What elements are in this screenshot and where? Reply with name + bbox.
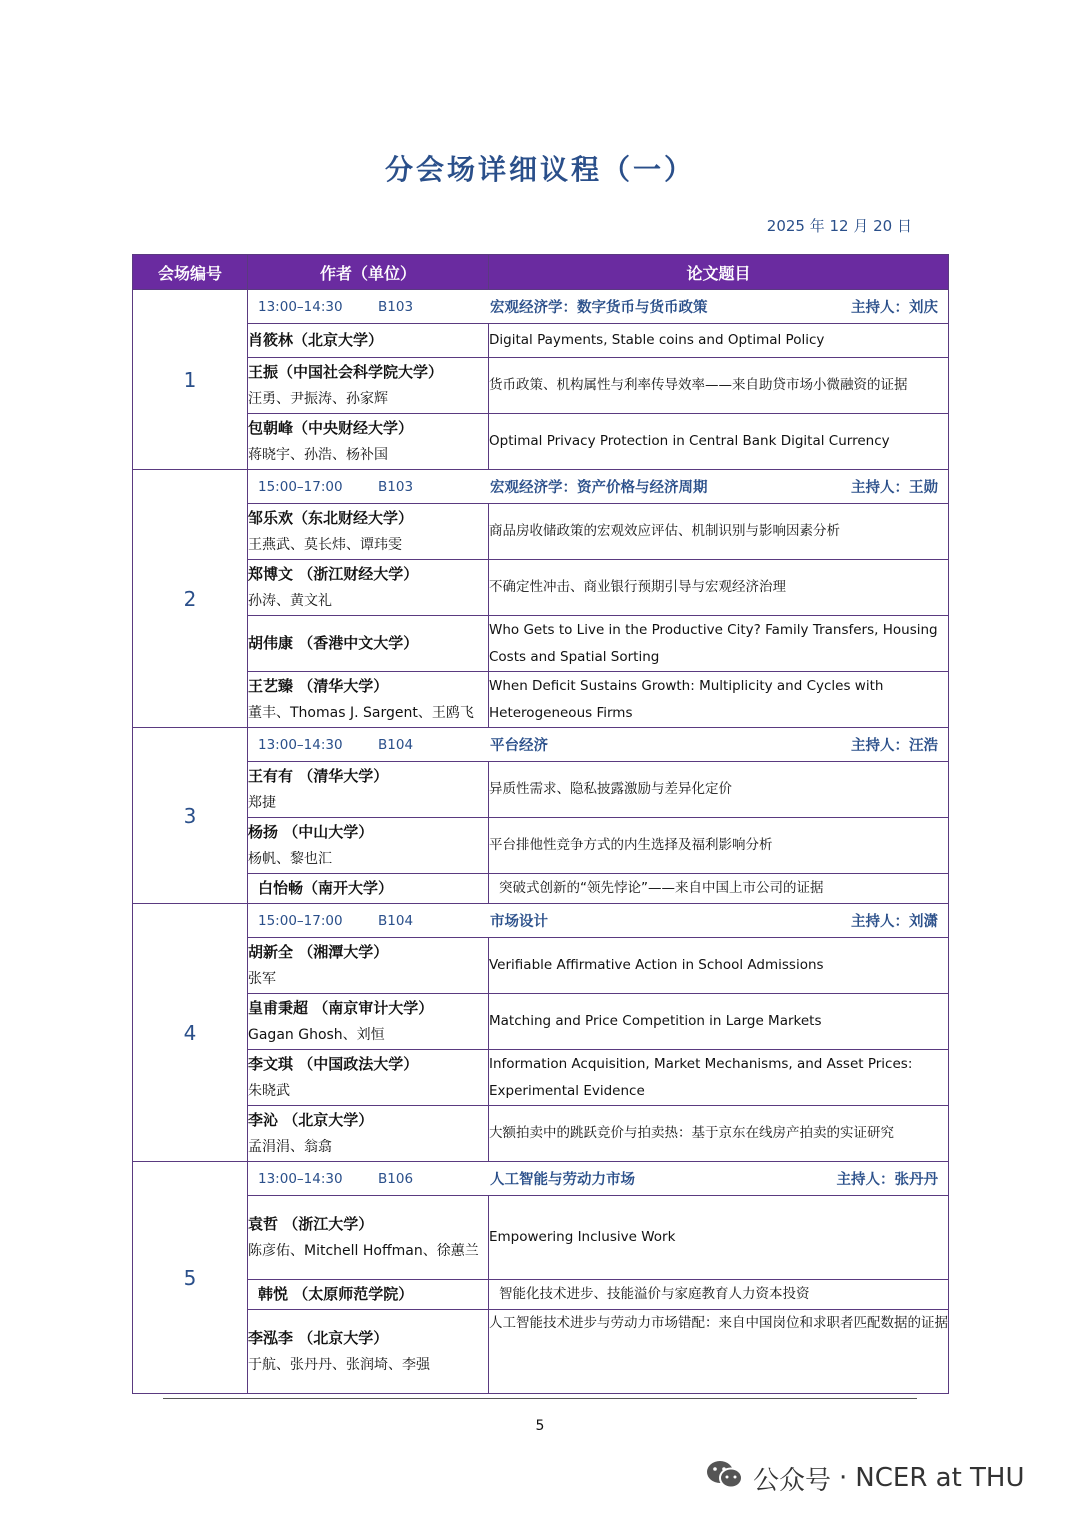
paper-title: Information Acquisition, Market Mechanisms, and Asset Prices: Experimental Evidence xyxy=(489,1050,949,1106)
lead-author: 杨扬 （中山大学） xyxy=(248,822,374,841)
co-authors: 孙涛、黄文礼 xyxy=(248,592,332,609)
paper-title: 商品房收储政策的宏观效应评估、机制识别与影响因素分析 xyxy=(489,504,949,560)
paper-title: 平台排他性竞争方式的内生选择及福利影响分析 xyxy=(489,818,949,874)
session-chair: 主持人：汪浩 xyxy=(851,738,938,754)
co-authors: Gagan Ghosh、刘恒 xyxy=(248,1026,385,1043)
room-number: 5 xyxy=(133,1162,248,1394)
lead-author: 李文琪 （中国政法大学） xyxy=(248,1054,419,1073)
table-row xyxy=(133,560,949,616)
table-row xyxy=(133,874,949,904)
session-location: B103 xyxy=(378,478,414,495)
paper-title: 大额拍卖中的跳跃竞价与拍卖热：基于京东在线房产拍卖的实证研究 xyxy=(489,1106,949,1162)
author-cell xyxy=(248,874,489,904)
paper-title: Who Gets to Live in the Productive City? Family Transfers, Housing Costs and Spatial Sorting xyxy=(489,616,949,672)
table-header-row xyxy=(133,255,949,290)
table-row xyxy=(133,1050,949,1106)
paper-title: 智能化技术进步、技能溢价与家庭教育人力资本投资 xyxy=(489,1280,949,1310)
lead-author: 郑博文 （浙江财经大学） xyxy=(248,564,419,583)
session-header xyxy=(248,1162,949,1196)
author-cell xyxy=(248,1196,489,1280)
session-time: 13:00–14:30 xyxy=(258,298,343,315)
author-cell xyxy=(248,1050,489,1106)
lead-author: 李泓李 （北京大学） xyxy=(248,1328,389,1347)
paper-title: Digital Payments, Stable coins and Optimal Policy xyxy=(489,324,949,358)
author-cell xyxy=(248,616,489,672)
lead-author: 肖筱林（北京大学） xyxy=(248,331,384,349)
co-authors: 张军 xyxy=(248,970,276,987)
co-authors: 蒋晓宇、孙浩、杨补国 xyxy=(248,446,388,463)
room-number: 3 xyxy=(133,728,248,904)
co-authors: 于航、张丹丹、张润埼、李强 xyxy=(248,1356,430,1373)
paper-title: Verifiable Affirmative Action in School Admissions xyxy=(489,938,949,994)
author-cell xyxy=(248,414,489,470)
paper-title: When Deficit Sustains Growth: Multiplicity and Cycles with Heterogeneous Firms xyxy=(489,672,949,728)
author-cell xyxy=(248,818,489,874)
table-row xyxy=(133,1310,949,1394)
session-location: B103 xyxy=(378,298,414,315)
lead-author: 王振（中国社会科学院大学） xyxy=(248,362,444,381)
co-authors: 汪勇、尹振涛、孙家辉 xyxy=(248,390,388,407)
table-row xyxy=(133,504,949,560)
lead-author: 李沁 （北京大学） xyxy=(248,1110,374,1129)
author-cell xyxy=(248,938,489,994)
header-paper: 论文题目 xyxy=(489,255,949,290)
paper-title: 异质性需求、隐私披露激励与差异化定价 xyxy=(489,762,949,818)
table-row xyxy=(133,672,949,728)
session-topic: 市场设计 xyxy=(490,914,548,930)
co-authors: 孟涓涓、翁翕 xyxy=(248,1138,332,1155)
lead-author: 王艺臻 （清华大学） xyxy=(248,676,389,695)
table-row xyxy=(133,1196,949,1280)
watermark-name: NCER at THU xyxy=(855,1463,1025,1493)
table-row xyxy=(133,616,949,672)
table-row xyxy=(133,994,949,1050)
session-topic: 宏观经济学：数字货币与货币政策 xyxy=(490,300,708,316)
session-row xyxy=(133,470,949,504)
lead-author: 白怡畅（南开大学） xyxy=(258,879,394,897)
lead-author: 包朝峰（中央财经大学） xyxy=(248,418,414,437)
wechat-icon xyxy=(705,1458,753,1499)
session-topic: 平台经济 xyxy=(490,738,548,754)
session-header xyxy=(248,728,949,762)
session-header xyxy=(248,904,949,938)
co-authors: 陈彦佑、Mitchell Hoffman、徐蕙兰 xyxy=(248,1242,479,1259)
paper-title: Matching and Price Competition in Large Markets xyxy=(489,994,949,1050)
paper-title: 不确定性冲击、商业银行预期引导与宏观经济治理 xyxy=(489,560,949,616)
room-number: 4 xyxy=(133,904,248,1162)
header-author: 作者（单位） xyxy=(248,255,489,290)
paper-title: 货币政策、机构属性与利率传导效率——来自助贷市场小微融资的证据 xyxy=(489,358,949,414)
session-chair: 主持人：刘庆 xyxy=(851,300,938,316)
session-topic: 人工智能与劳动力市场 xyxy=(490,1172,635,1188)
lead-author: 韩悦 （太原师范学院） xyxy=(258,1285,414,1303)
author-cell xyxy=(248,358,489,414)
co-authors: 郑捷 xyxy=(248,794,276,811)
footer-rule xyxy=(163,1398,917,1399)
table-row xyxy=(133,1106,949,1162)
page-number: 5 xyxy=(535,1418,545,1434)
author-cell xyxy=(248,994,489,1050)
session-location: B106 xyxy=(378,1170,414,1187)
session-time: 15:00–17:00 xyxy=(258,478,343,495)
lead-author: 胡新全 （湘潭大学） xyxy=(248,942,389,961)
lead-author: 袁哲 （浙江大学） xyxy=(248,1214,374,1233)
table-row xyxy=(133,1280,949,1310)
session-time: 15:00–17:00 xyxy=(258,912,343,929)
session-row xyxy=(133,290,949,324)
lead-author: 邹乐欢（东北财经大学） xyxy=(248,508,414,527)
paper-title: 突破式创新的“领先悖论”——来自中国上市公司的证据 xyxy=(489,874,949,904)
session-header xyxy=(248,290,949,324)
author-cell xyxy=(248,762,489,818)
author-cell xyxy=(248,504,489,560)
author-cell xyxy=(248,1280,489,1310)
table-row xyxy=(133,938,949,994)
paper-title: 人工智能技术进步与劳动力市场错配：来自中国岗位和求职者匹配数据的证据 xyxy=(489,1310,949,1394)
table-row xyxy=(133,818,949,874)
session-row xyxy=(133,904,949,938)
session-header xyxy=(248,470,949,504)
lead-author: 胡伟康 （香港中文大学） xyxy=(248,634,419,652)
co-authors: 王燕武、莫长炜、谭玮雯 xyxy=(248,536,402,553)
agenda-date: 2025 年 12 月 20 日 xyxy=(766,217,912,235)
watermark-separator: · xyxy=(839,1463,848,1493)
co-authors: 董丰、Thomas J. Sargent、王鸥飞 xyxy=(248,704,474,721)
table-row xyxy=(133,762,949,818)
table-row xyxy=(133,324,949,358)
session-chair: 主持人：刘潇 xyxy=(851,914,938,930)
session-topic: 宏观经济学：资产价格与经济周期 xyxy=(490,480,708,496)
room-number: 2 xyxy=(133,470,248,728)
watermark xyxy=(705,1458,1055,1498)
author-cell xyxy=(248,324,489,358)
table-row xyxy=(133,358,949,414)
session-time: 13:00–14:30 xyxy=(258,736,343,753)
co-authors: 朱晓武 xyxy=(248,1082,290,1099)
lead-author: 皇甫秉超 （南京审计大学） xyxy=(248,998,434,1017)
session-chair: 主持人：张丹丹 xyxy=(836,1172,938,1188)
session-location: B104 xyxy=(378,912,414,929)
author-cell xyxy=(248,672,489,728)
agenda-table xyxy=(132,254,949,1394)
table-row xyxy=(133,414,949,470)
paper-title: Empowering Inclusive Work xyxy=(489,1196,949,1280)
watermark-label: 公众号 xyxy=(753,1465,832,1496)
session-row xyxy=(133,728,949,762)
page-title: 分会场详细议程（一） xyxy=(384,153,695,186)
session-chair: 主持人：王勋 xyxy=(851,480,938,496)
lead-author: 王有有 （清华大学） xyxy=(248,766,389,785)
room-number: 1 xyxy=(133,290,248,470)
author-cell xyxy=(248,1106,489,1162)
author-cell xyxy=(248,1310,489,1394)
co-authors: 杨帆、黎也汇 xyxy=(248,850,332,867)
session-row xyxy=(133,1162,949,1196)
header-room: 会场编号 xyxy=(133,255,248,290)
author-cell xyxy=(248,560,489,616)
session-time: 13:00–14:30 xyxy=(258,1170,343,1187)
session-location: B104 xyxy=(378,736,414,753)
paper-title: Optimal Privacy Protection in Central Bank Digital Currency xyxy=(489,414,949,470)
